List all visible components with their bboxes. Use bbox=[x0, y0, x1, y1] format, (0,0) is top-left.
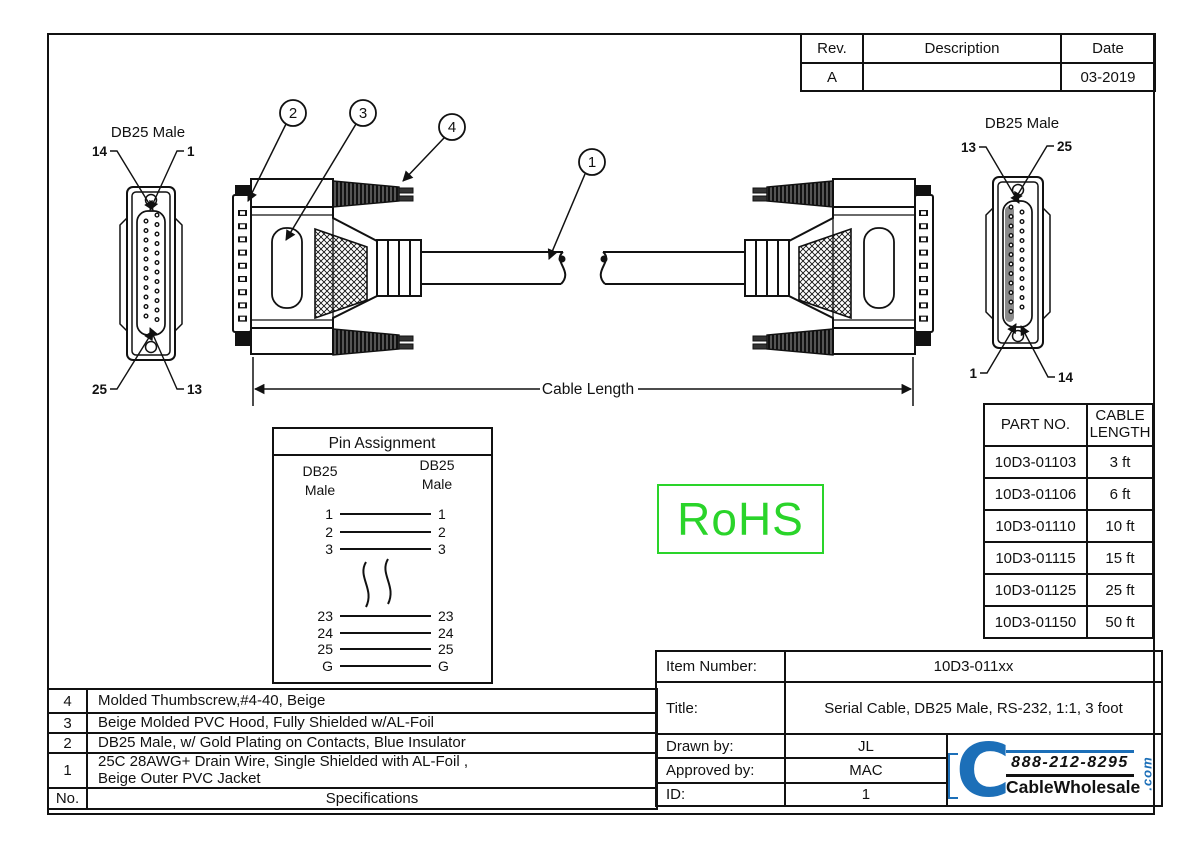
right-face-label: DB25 Male bbox=[984, 115, 1060, 132]
drawn-by-label: Drawn by: bbox=[656, 734, 785, 758]
title-value: Serial Cable, DB25 Male, RS-232, 1:1, 3 foot bbox=[785, 682, 1162, 734]
right-connector-face-view bbox=[961, 115, 1074, 385]
left-face-pin-14: 14 bbox=[91, 144, 107, 159]
approved-by-value: MAC bbox=[785, 758, 947, 783]
length: 6 ft bbox=[1087, 478, 1153, 510]
spec-row-no: 3 bbox=[48, 713, 87, 733]
cablewholesale-logo bbox=[948, 728, 1155, 814]
left-face-pin-25: 25 bbox=[91, 382, 107, 397]
pa-row-label: 2 bbox=[325, 524, 333, 540]
pa-row-label: 25 bbox=[317, 641, 333, 657]
cable-length-label: Cable Length bbox=[541, 381, 635, 398]
svg-text:4: 4 bbox=[447, 119, 457, 136]
cable-length-dimension bbox=[253, 357, 913, 406]
pin-assignment-panel bbox=[273, 428, 492, 683]
pin-assignment-title: Pin Assignment bbox=[328, 435, 436, 452]
pa-right-header-2: Male bbox=[421, 476, 453, 492]
svg-text:3: 3 bbox=[358, 105, 368, 122]
part-number-table bbox=[983, 403, 1154, 639]
part-no: 10D3-01106 bbox=[984, 478, 1087, 510]
spec-row-no: 2 bbox=[48, 733, 87, 753]
part-no: 10D3-01125 bbox=[984, 574, 1087, 606]
cable-length-header: CABLE LENGTH bbox=[1087, 404, 1153, 446]
drawn-by-value: JL bbox=[785, 734, 947, 758]
part-no: 10D3-01103 bbox=[984, 446, 1087, 478]
item-number-value: 10D3-011xx bbox=[785, 651, 1162, 682]
pa-row-label: 23 bbox=[317, 608, 333, 624]
right-face-pin-13: 13 bbox=[960, 140, 976, 155]
pa-row-label: G bbox=[322, 658, 333, 674]
length: 3 ft bbox=[1087, 446, 1153, 478]
approved-by-label: Approved by: bbox=[656, 758, 785, 783]
callout-1 bbox=[549, 149, 605, 259]
rev-header: Rev. bbox=[801, 34, 863, 63]
id-label: ID: bbox=[656, 783, 785, 806]
date-header: Date bbox=[1061, 34, 1155, 63]
right-face-pin-25: 25 bbox=[1057, 139, 1073, 154]
spec-no-header: No. bbox=[48, 788, 87, 809]
specifications-table bbox=[47, 688, 658, 810]
part-no: 10D3-01115 bbox=[984, 542, 1087, 574]
pa-row-label: G bbox=[438, 658, 449, 674]
right-face-pin-14: 14 bbox=[1058, 370, 1074, 385]
rev-value: A bbox=[801, 63, 863, 91]
rohs-label: RoHS bbox=[677, 493, 804, 545]
spec-row-desc bbox=[87, 753, 657, 788]
pa-left-header-2: Male bbox=[304, 482, 336, 498]
pa-row-label: 24 bbox=[317, 625, 333, 641]
length: 50 ft bbox=[1087, 606, 1153, 638]
title-label: Title: bbox=[656, 682, 785, 734]
description-value bbox=[863, 63, 1061, 91]
logo-name: CableWholesale bbox=[1006, 777, 1141, 797]
spec-row-desc-line2: Beige Outer PVC Jacket bbox=[98, 769, 261, 787]
part-no: 10D3-01110 bbox=[984, 510, 1087, 542]
pa-row-label: 1 bbox=[325, 506, 333, 522]
callout-4 bbox=[403, 114, 465, 181]
spec-row-desc: Beige Molded PVC Hood, Fully Shielded w/AL-Foil bbox=[87, 713, 657, 733]
date-value: 03-2019 bbox=[1061, 63, 1155, 91]
length: 15 ft bbox=[1087, 542, 1153, 574]
id-value: 1 bbox=[785, 783, 947, 806]
connector-side-view bbox=[233, 179, 566, 355]
spec-header: Specifications bbox=[87, 788, 657, 809]
pa-row-label: 23 bbox=[438, 608, 454, 624]
spec-row-desc: DB25 Male, w/ Gold Plating on Contacts, Blue Insulator bbox=[87, 733, 657, 753]
logo-tld: .com bbox=[1139, 756, 1155, 791]
pa-right-header-1: DB25 bbox=[419, 457, 455, 473]
spec-row-no: 1 bbox=[48, 753, 87, 788]
revision-table bbox=[800, 33, 1156, 92]
pa-row-label: 3 bbox=[325, 541, 333, 557]
pa-row-label: 1 bbox=[438, 506, 446, 522]
pa-row-label: 25 bbox=[438, 641, 454, 657]
left-face-pin-13: 13 bbox=[187, 382, 203, 397]
part-no: 10D3-01150 bbox=[984, 606, 1087, 638]
spec-row-desc: Molded Thumbscrew,#4-40, Beige bbox=[87, 689, 657, 713]
svg-text:2: 2 bbox=[288, 105, 298, 122]
logo-phone: 888-212-8295 bbox=[1006, 750, 1134, 777]
left-face-pin-1: 1 bbox=[187, 144, 195, 159]
pa-row-label: 2 bbox=[438, 524, 446, 540]
logo-c-icon: C bbox=[956, 728, 1011, 814]
pa-row-label: 3 bbox=[438, 541, 446, 557]
right-face-pin-1: 1 bbox=[969, 366, 977, 381]
rohs-badge bbox=[657, 484, 824, 554]
pa-left-header-1: DB25 bbox=[302, 463, 338, 479]
length: 25 ft bbox=[1087, 574, 1153, 606]
spec-row-no: 4 bbox=[48, 689, 87, 713]
length: 10 ft bbox=[1087, 510, 1153, 542]
pa-row-label: 24 bbox=[438, 625, 454, 641]
connector-side-view-right bbox=[601, 179, 934, 355]
left-face-label: DB25 Male bbox=[110, 124, 186, 141]
item-number-label: Item Number: bbox=[656, 651, 785, 682]
left-connector-face-view bbox=[92, 124, 203, 397]
part-no-header: PART NO. bbox=[984, 404, 1087, 446]
spec-row-desc-line1: 25C 28AWG+ Drain Wire, Single Shielded with AL-Foil , bbox=[98, 753, 469, 770]
description-header: Description bbox=[863, 34, 1061, 63]
svg-text:1: 1 bbox=[587, 154, 597, 171]
